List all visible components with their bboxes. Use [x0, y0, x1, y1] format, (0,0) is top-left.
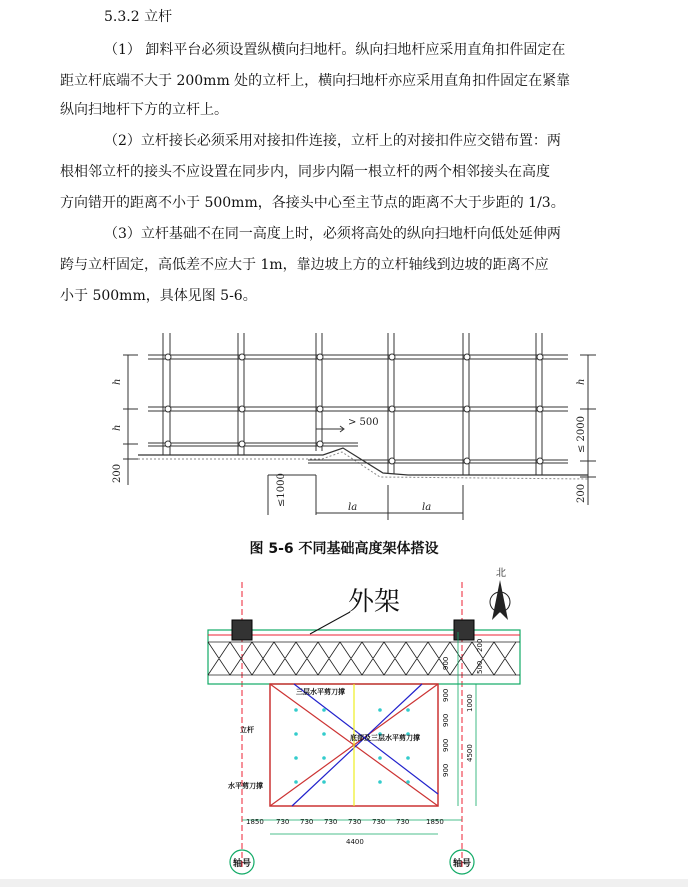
bottom-dim-1: 1850 [246, 818, 264, 826]
label-pole: 立杆 [240, 726, 254, 734]
para2-line1: （2）立杆接长必须采用对接扣件连接，立杆上的对接扣件应交错布置：两 [104, 133, 561, 149]
right-dim-900-1: 900 [442, 656, 450, 670]
right-dim-900-2: 900 [442, 688, 450, 702]
para3-line1: （3）立杆基础不在同一高度上时，必须将高处的纵向扫地杆向低处延伸两 [104, 226, 561, 242]
para2-line2: 根相邻立杆的接头不应设置在同步内，同步内隔一根立杆的两个相邻接头在高度 [60, 164, 550, 180]
bottom-dim-7: 730 [396, 818, 410, 826]
platform-plan-diagram [200, 562, 530, 880]
section-heading: 5.3.2 立杆 [104, 9, 173, 25]
right-dim-900-3: 900 [442, 713, 450, 727]
label-top-brace: 三层水平剪刀撑 [296, 688, 345, 696]
right-dim-1000: 1000 [466, 694, 474, 712]
right-lt2000-label: ≤ 2000 [576, 415, 587, 453]
plan-title: 外架 [348, 587, 401, 617]
right-dim-500: 500 [476, 660, 484, 674]
left-200-label: 200 [112, 463, 123, 483]
north-arrow-icon [490, 567, 510, 620]
para1-line2: 距立杆底端不大于 200mm 处的立杆上，横向扫地杆亦应采用直角扣件固定在紧靠 [60, 73, 571, 89]
para1-line1: （1） 卸料平台必须设置纵横向扫地杆。纵向扫地杆应采用直角扣件固定在 [104, 42, 566, 58]
para1-line3: 纵向扫地杆下方的立杆上。 [60, 102, 228, 118]
page-bottom-strip [0, 879, 688, 887]
right-total: 4500 [466, 744, 474, 762]
h-label-mid: h [112, 424, 123, 431]
right-dim-200: 200 [476, 638, 484, 652]
gt500-label: > 500 [348, 417, 379, 428]
figure-caption: 图 5-6 不同基础高度架体搭设 [249, 541, 439, 557]
para3-line3: 小于 500mm，具体见图 5-6。 [60, 288, 257, 304]
bottom-dim-5: 730 [348, 818, 362, 826]
right-200-label: 200 [576, 483, 587, 503]
para2-line3: 方向错开的距离不小于 500mm，各接头中心至主节点的距离不大于步距的 1/3。 [60, 195, 565, 211]
label-bottom-brace: 底部及三层水平剪刀撑 [350, 734, 420, 742]
label-horizontal-brace: 水平剪刀撑 [228, 782, 263, 790]
right-dim-900-5: 900 [442, 763, 450, 777]
bottom-dim-3: 730 [300, 818, 314, 826]
right-h-label: h [576, 378, 587, 385]
la-label-2: la [422, 502, 432, 513]
scaffold-elevation-diagram [108, 325, 610, 525]
bottom-dim-8: 1850 [426, 818, 444, 826]
right-dim-900-4: 900 [442, 738, 450, 752]
la-label-1: la [348, 502, 358, 513]
para3-line2: 跨与立杆固定，高低差不应大于 1m，靠边坡上方的立杆轴线到边坡的距离不应 [60, 257, 549, 273]
svg-text:北: 北 [496, 568, 506, 579]
h-label-top: h [112, 378, 123, 385]
bottom-total: 4400 [346, 838, 364, 846]
bottom-dim-4: 730 [324, 818, 338, 826]
bottom-dim-2: 730 [276, 818, 290, 826]
axis-left-label: 轴号 [233, 859, 252, 869]
axis-right-label: 轴号 [453, 859, 472, 869]
bottom-dim-6: 730 [372, 818, 386, 826]
lt1000-label: ≤1000 [276, 473, 287, 507]
